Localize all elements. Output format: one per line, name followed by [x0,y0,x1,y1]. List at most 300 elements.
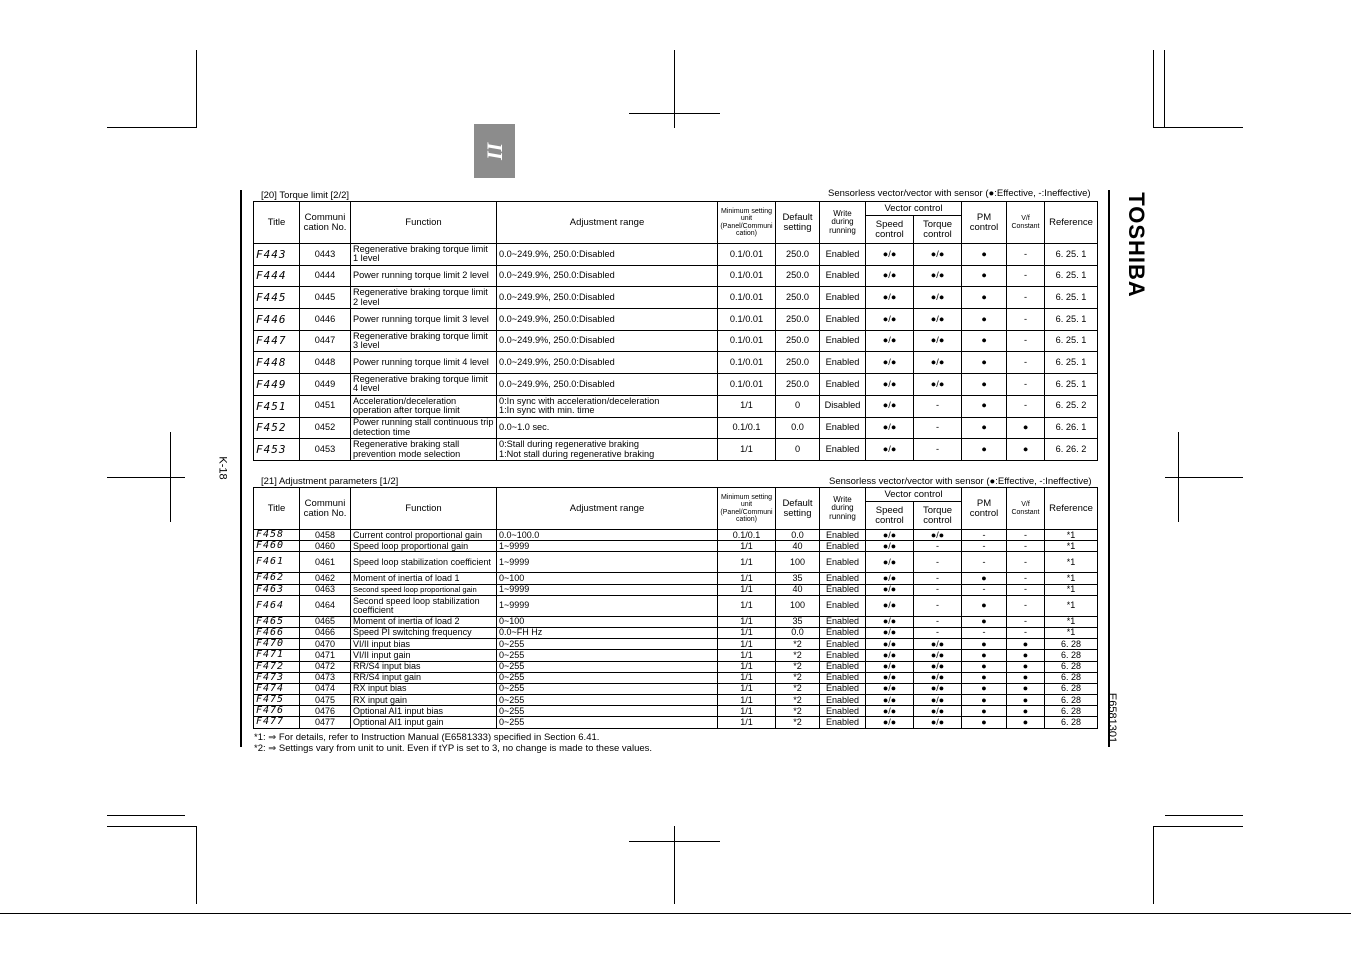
function-cell: Second speed loop stabilization coefficient [351,595,497,616]
default-cell: 250.0 [776,287,820,309]
table-row [254,627,1098,638]
pm-cell: ● [962,287,1007,309]
write-cell: Enabled [820,374,866,396]
default-cell: *2 [776,639,820,650]
ref-cell: *1 [1045,627,1098,638]
col-pm: PM control [962,488,1007,530]
pm-cell: - [962,552,1007,573]
vf-cell: - [1007,265,1045,287]
col-ref: Reference [1045,488,1098,530]
min-unit-cell: 1/1 [718,573,776,584]
range-cell: 0~255 [497,639,718,650]
crop-mark [107,477,185,478]
ref-cell: *1 [1045,584,1098,595]
write-cell: Enabled [820,695,866,706]
function-cell: Optional AI1 input gain [351,717,497,728]
function-cell: Moment of inertia of load 2 [351,616,497,627]
crop-mark [1165,477,1243,478]
crop-mark [674,826,675,904]
speed-cell: ●/● [866,352,914,374]
pm-cell: ● [962,706,1007,717]
vf-cell: - [1007,395,1045,417]
param-title-cell: F448 [254,352,300,374]
range-cell: 1~9999 [497,584,718,595]
comm-no-cell: 0473 [300,672,351,683]
default-cell: 35 [776,616,820,627]
range-cell: 0.0~249.9%, 250.0:Disabled [497,330,718,352]
default-cell: 250.0 [776,330,820,352]
vf-cell: ● [1007,639,1045,650]
vf-cell: - [1007,584,1045,595]
speed-cell: ●/● [866,573,914,584]
param-title-cell: F475 [254,695,300,706]
pm-cell: ● [962,717,1007,728]
adjustment-table [253,487,1098,729]
crop-mark [1153,50,1154,128]
min-unit-cell: 1/1 [718,395,776,417]
crop-mark [1153,826,1154,904]
write-cell: Disabled [820,395,866,417]
param-title-cell: F463 [254,584,300,595]
range-cell: 0:Stall during regenerative braking 1:Not stall during regenerative braking [497,439,718,461]
ref-cell: 6. 25. 1 [1045,309,1098,331]
param-title-cell: F443 [254,244,300,266]
col-write: Write during running [820,488,866,530]
range-cell: 0.0~249.9%, 250.0:Disabled [497,352,718,374]
comm-no-cell: 0449 [300,374,351,396]
param-title-cell: F451 [254,395,300,417]
param-title-cell: F449 [254,374,300,396]
table-row [254,706,1098,717]
range-cell: 0.0~249.9%, 250.0:Disabled [497,287,718,309]
default-cell: 250.0 [776,244,820,266]
ref-cell: 6. 25. 1 [1045,374,1098,396]
param-title-cell: F444 [254,265,300,287]
right-margin-rule [1108,190,1110,747]
table-row [254,573,1098,584]
pm-cell: ● [962,330,1007,352]
write-cell: Enabled [820,573,866,584]
col-torque: Torque control [914,216,962,244]
vf-cell: - [1007,352,1045,374]
range-cell: 0~255 [497,706,718,717]
ref-cell: 6. 26. 1 [1045,417,1098,439]
default-cell: 250.0 [776,352,820,374]
col-torque: Torque control [914,502,962,530]
default-cell: 40 [776,584,820,595]
default-cell: *2 [776,661,820,672]
torque-cell: ●/● [914,695,962,706]
ref-cell: *1 [1045,541,1098,552]
vf-cell: - [1007,244,1045,266]
range-cell: 0~255 [497,672,718,683]
min-unit-cell: 0.1/0.01 [718,244,776,266]
default-cell: 250.0 [776,265,820,287]
torque-cell: - [914,573,962,584]
col-ref: Reference [1045,202,1098,244]
pm-cell: ● [962,672,1007,683]
ref-cell: 6. 28 [1045,683,1098,694]
min-unit-cell: 1/1 [718,439,776,461]
comm-no-cell: 0453 [300,439,351,461]
ref-cell: *1 [1045,552,1098,573]
table-row [254,639,1098,650]
ref-cell: 6. 28 [1045,695,1098,706]
table-row [254,672,1098,683]
min-unit-cell: 1/1 [718,541,776,552]
min-unit-cell: 1/1 [718,584,776,595]
pm-cell: ● [962,244,1007,266]
ref-cell: *1 [1045,530,1098,541]
chapter-tab [474,124,515,178]
speed-cell: ●/● [866,672,914,683]
comm-no-cell: 0446 [300,309,351,331]
table-row [254,552,1098,573]
vf-cell: - [1007,552,1045,573]
torque-cell: - [914,417,962,439]
torque-cell: - [914,439,962,461]
write-cell: Enabled [820,683,866,694]
comm-no-cell: 0465 [300,616,351,627]
vf-cell: - [1007,287,1045,309]
comm-no-cell: 0451 [300,395,351,417]
crop-mark [1153,826,1243,827]
function-cell: VI/II input gain [351,650,497,661]
comm-no-cell: 0463 [300,584,351,595]
write-cell: Enabled [820,541,866,552]
write-cell: Enabled [820,650,866,661]
col-range: Adjustment range [497,202,718,244]
default-cell: 250.0 [776,374,820,396]
speed-cell: ●/● [866,584,914,595]
col-comm: Communi cation No. [300,488,351,530]
function-cell: Acceleration/deceleration operation after torque limit [351,395,497,417]
default-cell: *2 [776,683,820,694]
table-row [254,309,1098,331]
speed-cell: ●/● [866,595,914,616]
torque-cell: - [914,616,962,627]
pm-cell: - [962,627,1007,638]
comm-no-cell: 0464 [300,595,351,616]
pm-cell: ● [962,265,1007,287]
speed-cell: ●/● [866,309,914,331]
section-title: [21] Adjustment parameters [1/2] [261,476,399,487]
torque-cell: ●/● [914,244,962,266]
torque-cell: ●/● [914,530,962,541]
crop-mark [1153,127,1243,128]
write-cell: Enabled [820,584,866,595]
speed-cell: ●/● [866,439,914,461]
table-row [254,417,1098,439]
col-vf: V/f Constant [1007,488,1045,530]
range-cell: 0.0~249.9%, 250.0:Disabled [497,265,718,287]
range-cell: 0:In sync with acceleration/deceleration 1:In sync with min. time [497,395,718,417]
param-title-cell: F458 [254,530,300,541]
crop-mark [196,50,197,128]
vf-cell: ● [1007,672,1045,683]
write-cell: Enabled [820,661,866,672]
table-row [254,683,1098,694]
ref-cell: 6. 28 [1045,717,1098,728]
pm-cell: ● [962,683,1007,694]
range-cell: 0.0~249.9%, 250.0:Disabled [497,309,718,331]
param-title-cell: F476 [254,706,300,717]
range-cell: 0.0~FH Hz [497,627,718,638]
range-cell: 0~255 [497,717,718,728]
comm-no-cell: 0471 [300,650,351,661]
min-unit-cell: 0.1/0.1 [718,417,776,439]
torque-cell: ●/● [914,683,962,694]
speed-cell: ●/● [866,552,914,573]
function-cell: Regenerative braking torque limit 4 level [351,374,497,396]
vf-cell: - [1007,573,1045,584]
write-cell: Enabled [820,672,866,683]
param-title-cell: F464 [254,595,300,616]
function-cell: RR/S4 input gain [351,672,497,683]
write-cell: Enabled [820,530,866,541]
write-cell: Enabled [820,417,866,439]
torque-cell: - [914,584,962,595]
param-title-cell: F446 [254,309,300,331]
range-cell: 0~255 [497,650,718,661]
comm-no-cell: 0477 [300,717,351,728]
function-cell: Regenerative braking torque limit 1 level [351,244,497,266]
vf-cell: - [1007,530,1045,541]
ref-cell: *1 [1045,595,1098,616]
default-cell: *2 [776,706,820,717]
table-row [254,541,1098,552]
write-cell: Enabled [820,717,866,728]
write-cell: Enabled [820,287,866,309]
function-cell: Speed loop stabilization coefficient [351,552,497,573]
comm-no-cell: 0448 [300,352,351,374]
pm-cell: ● [962,616,1007,627]
default-cell: 35 [776,573,820,584]
write-cell: Enabled [820,627,866,638]
page-number: K-18 [216,456,229,480]
param-title-cell: F453 [254,439,300,461]
param-title-cell: F477 [254,717,300,728]
torque-cell: - [914,541,962,552]
min-unit-cell: 1/1 [718,650,776,661]
function-cell: Regenerative braking stall prevention mode selection [351,439,497,461]
min-unit-cell: 0.1/0.01 [718,374,776,396]
min-unit-cell: 0.1/0.01 [718,287,776,309]
min-unit-cell: 1/1 [718,695,776,706]
crop-mark [1164,50,1165,128]
col-title: Title [254,488,300,530]
crop-mark [629,841,720,842]
table-row [254,717,1098,728]
table-row [254,330,1098,352]
range-cell: 1~9999 [497,541,718,552]
min-unit-cell: 1/1 [718,683,776,694]
min-unit-cell: 1/1 [718,672,776,683]
default-cell: 100 [776,595,820,616]
left-margin-rule [240,190,242,747]
comm-no-cell: 0445 [300,287,351,309]
col-function: Function [351,202,497,244]
table-row [254,584,1098,595]
param-title-cell: F472 [254,661,300,672]
param-title-cell: F474 [254,683,300,694]
comm-no-cell: 0443 [300,244,351,266]
comm-no-cell: 0472 [300,661,351,672]
vf-cell: ● [1007,683,1045,694]
table-row [254,595,1098,616]
ref-cell: 6. 25. 2 [1045,395,1098,417]
min-unit-cell: 1/1 [718,706,776,717]
pm-cell: ● [962,439,1007,461]
section-title: [20] Torque limit [2/2] [261,190,350,201]
write-cell: Enabled [820,595,866,616]
footnote-2: *2: ⇒ Settings vary from unit to unit. Even if tYP is set to 3, no change is made to these values. [254,743,653,754]
pm-cell: - [962,530,1007,541]
crop-mark [629,113,720,114]
write-cell: Enabled [820,439,866,461]
function-cell: Moment of inertia of load 1 [351,573,497,584]
ref-cell: *1 [1045,616,1098,627]
crop-mark [196,826,197,904]
write-cell: Enabled [820,330,866,352]
comm-no-cell: 0476 [300,706,351,717]
min-unit-cell: 0.1/0.01 [718,309,776,331]
range-cell: 0.0~100.0 [497,530,718,541]
vf-cell: - [1007,595,1045,616]
torque-cell: ●/● [914,287,962,309]
min-unit-cell: 0.1/0.01 [718,330,776,352]
torque-cell: - [914,552,962,573]
col-comm: Communi cation No. [300,202,351,244]
crop-mark [107,815,185,816]
write-cell: Enabled [820,352,866,374]
pm-cell: ● [962,695,1007,706]
pm-cell: ● [962,639,1007,650]
torque-cell: ●/● [914,672,962,683]
comm-no-cell: 0460 [300,541,351,552]
pm-cell: ● [962,352,1007,374]
default-cell: 0.0 [776,530,820,541]
torque-cell: ●/● [914,352,962,374]
ref-cell: 6. 28 [1045,639,1098,650]
ref-cell: 6. 25. 1 [1045,330,1098,352]
range-cell: 0~255 [497,661,718,672]
param-title-cell: F465 [254,616,300,627]
param-title-cell: F471 [254,650,300,661]
range-cell: 1~9999 [497,595,718,616]
param-title-cell: F466 [254,627,300,638]
speed-cell: ●/● [866,706,914,717]
ref-cell: 6. 28 [1045,706,1098,717]
pm-cell: ● [962,595,1007,616]
default-cell: 0.0 [776,417,820,439]
pm-cell: ● [962,650,1007,661]
bottom-rule [0,913,1351,914]
speed-cell: ●/● [866,244,914,266]
function-cell: Regenerative braking torque limit 2 level [351,287,497,309]
speed-cell: ●/● [866,639,914,650]
speed-cell: ●/● [866,717,914,728]
ref-cell: 6. 25. 1 [1045,265,1098,287]
comm-no-cell: 0452 [300,417,351,439]
range-cell: 1~9999 [497,552,718,573]
param-title-cell: F461 [254,552,300,573]
table-row [254,244,1098,266]
function-cell: Speed PI switching frequency [351,627,497,638]
comm-no-cell: 0461 [300,552,351,573]
torque-cell: ●/● [914,265,962,287]
default-cell: 100 [776,552,820,573]
default-cell: *2 [776,695,820,706]
table-row [254,265,1098,287]
comm-no-cell: 0447 [300,330,351,352]
speed-cell: ●/● [866,374,914,396]
min-unit-cell: 0.1/0.01 [718,265,776,287]
write-cell: Enabled [820,309,866,331]
table-row [254,374,1098,396]
torque-cell: ●/● [914,706,962,717]
ref-cell: 6. 25. 1 [1045,352,1098,374]
ref-cell: 6. 25. 1 [1045,244,1098,266]
vf-cell: ● [1007,417,1045,439]
speed-cell: ●/● [866,417,914,439]
crop-mark [107,826,197,827]
speed-cell: ●/● [866,616,914,627]
function-cell: Power running torque limit 3 level [351,309,497,331]
speed-cell: ●/● [866,530,914,541]
pm-cell: ● [962,374,1007,396]
table-row [254,661,1098,672]
comm-no-cell: 0462 [300,573,351,584]
speed-cell: ●/● [866,683,914,694]
speed-cell: ●/● [866,650,914,661]
torque-limit-table [253,201,1098,461]
table-row [254,287,1098,309]
function-cell: VI/II input bias [351,639,497,650]
min-unit-cell: 1/1 [718,552,776,573]
range-cell: 0~255 [497,695,718,706]
param-title-cell: F473 [254,672,300,683]
col-min-unit: Minimum setting unit (Panel/Communi cation) [718,202,776,244]
table-row [254,395,1098,417]
vf-cell: ● [1007,439,1045,461]
param-title-cell: F470 [254,639,300,650]
param-title-cell: F447 [254,330,300,352]
function-cell: Power running torque limit 4 level [351,352,497,374]
vf-cell: ● [1007,650,1045,661]
vf-cell: - [1007,309,1045,331]
function-cell: RR/S4 input bias [351,661,497,672]
param-title-cell: F462 [254,573,300,584]
write-cell: Enabled [820,639,866,650]
torque-cell: - [914,595,962,616]
ref-cell: 6. 26. 2 [1045,439,1098,461]
col-vector: Vector control [866,202,962,216]
vf-cell: ● [1007,717,1045,728]
write-cell: Enabled [820,552,866,573]
param-title-cell: F460 [254,541,300,552]
table-row [254,616,1098,627]
range-cell: 0.0~249.9%, 250.0:Disabled [497,244,718,266]
range-cell: 0~255 [497,683,718,694]
speed-cell: ●/● [866,695,914,706]
min-unit-cell: 1/1 [718,639,776,650]
pm-cell: ● [962,417,1007,439]
range-cell: 0~100 [497,573,718,584]
range-cell: 0.0~249.9%, 250.0:Disabled [497,374,718,396]
min-unit-cell: 0.1/0.01 [718,352,776,374]
torque-cell: - [914,627,962,638]
